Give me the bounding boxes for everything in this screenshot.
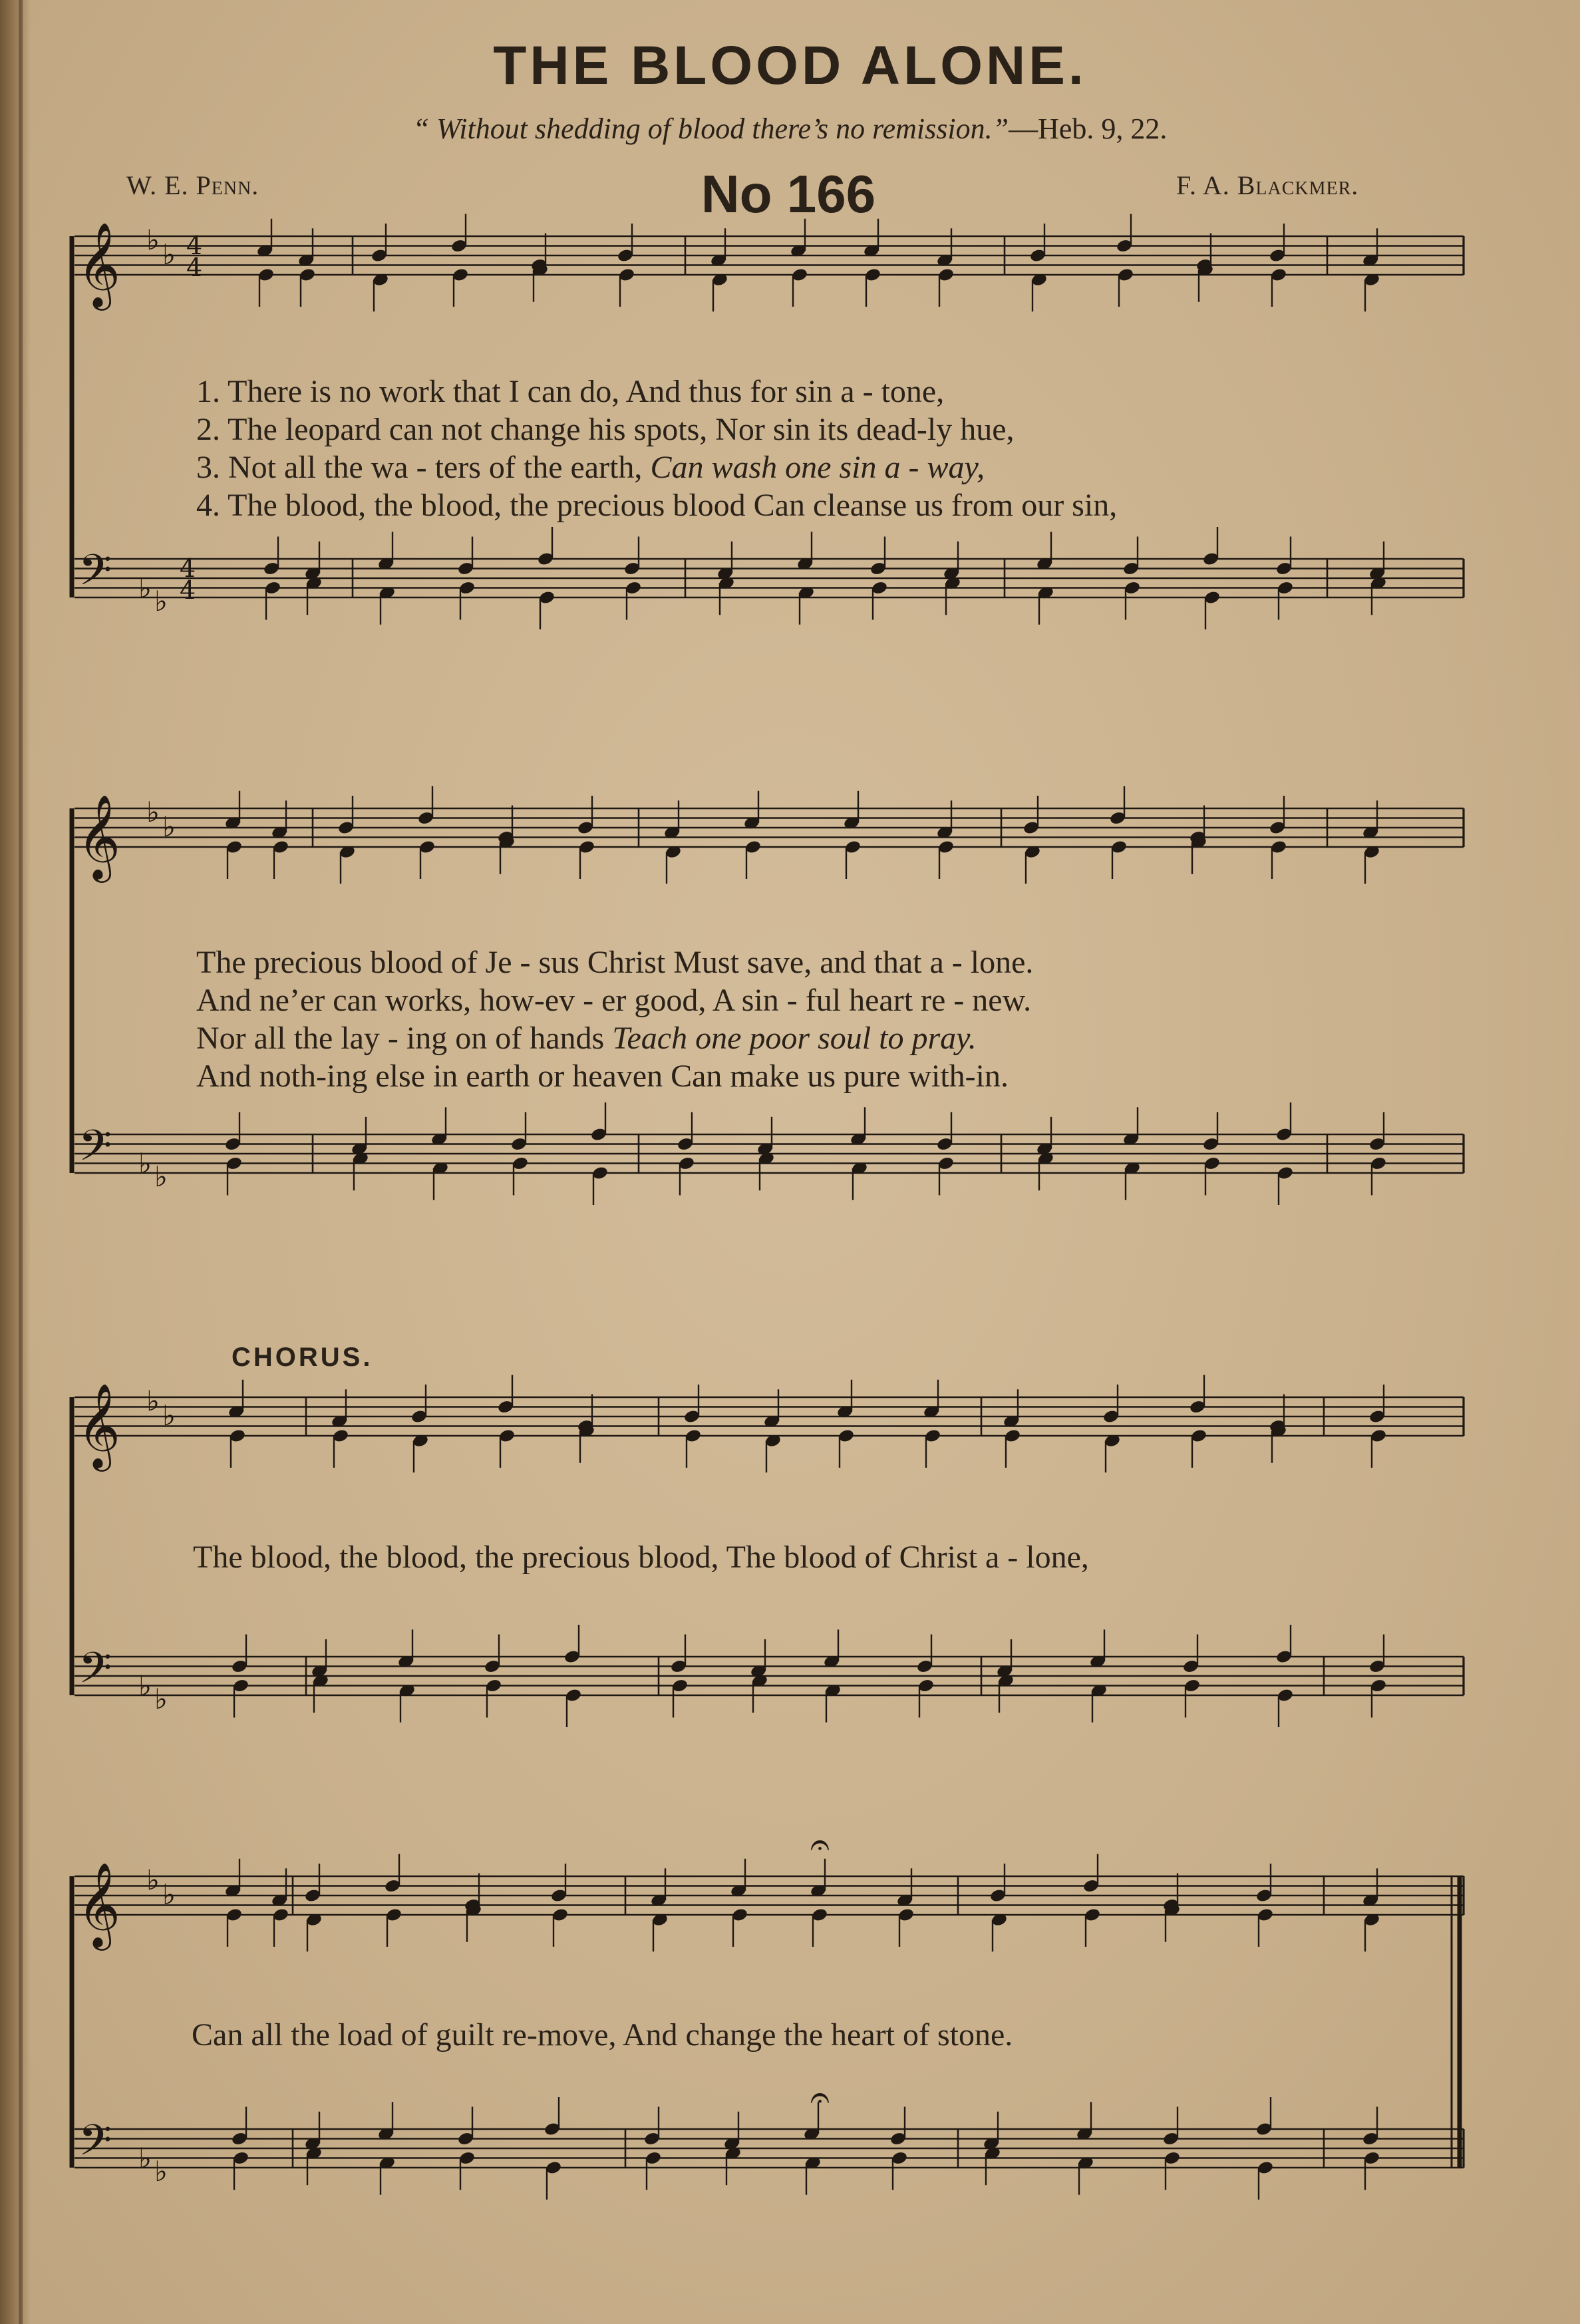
flat-icon: ♭	[138, 1147, 152, 1180]
time-signature-top: 4	[180, 554, 196, 583]
chorus-lyrics-line-2: Can all the load of guilt re-move, And change the heart of stone.	[192, 2017, 1013, 2053]
treble-clef-icon: 𝄞	[77, 1383, 121, 1468]
bass-clef-icon: 𝄢	[79, 1121, 112, 1182]
chorus-lyrics-line-1: The blood, the blood, the precious blood, The blood of Christ a - lone,	[193, 1540, 1089, 1575]
flat-icon: ♭	[154, 585, 168, 617]
flat-icon: ♭	[138, 572, 152, 604]
epigraph-quote: “ Without shedding of blood there’s no remission.”	[412, 112, 1009, 145]
flat-icon: ♭	[154, 2155, 168, 2188]
flat-icon: ♭	[162, 1399, 176, 1432]
verse-2-line-1: 2. The leopard can not change his spots, Nor sin its dead-ly hue,	[196, 412, 1015, 447]
fermata-icon: 𝄐	[810, 1825, 830, 1865]
verse-2-line-2: And ne’er can works, how-ev - er good, A sin - ful heart re - new.	[196, 983, 1032, 1018]
time-signature-bottom: 4	[180, 576, 196, 605]
verse-4-line-2: And noth-ing else in earth or heaven Can make us pure with-in.	[196, 1059, 1009, 1094]
flat-icon: ♭	[146, 1385, 160, 1417]
verse-3-line-1-text: 3. Not all the wa - ters of the earth,	[196, 450, 643, 485]
flat-icon: ♭	[146, 796, 160, 828]
flat-icon: ♭	[146, 224, 160, 256]
hymn-number: No 166	[701, 164, 876, 224]
fermata-icon: 𝄐	[810, 2078, 830, 2118]
verse-3-line-2-text: Nor all the lay - ing on of hands	[196, 1021, 605, 1056]
bass-clef-icon: 𝄢	[79, 2116, 112, 2176]
verse-4-line-1: 4. The blood, the blood, the precious blood Can cleanse us from our sin,	[196, 488, 1118, 523]
treble-clef-icon: 𝄞	[77, 222, 121, 307]
verse-3-line-1-italic: Can wash one sin a - way,	[650, 450, 985, 485]
bass-clef-icon: 𝄢	[79, 1643, 112, 1704]
flat-icon: ♭	[138, 2142, 152, 2174]
verse-1-line-2: The precious blood of Je - sus Christ Must save, and that a - lone.	[196, 945, 1034, 980]
treble-clef-icon: 𝄞	[77, 794, 121, 879]
composer-credit: F. A. Blackmer.	[1176, 170, 1359, 200]
verse-3-line-2-italic: Teach one poor soul to pray.	[612, 1021, 977, 1056]
score-notation	[72, 214, 1464, 2200]
bass-clef-icon: 𝄢	[79, 546, 112, 606]
flat-icon: ♭	[154, 1683, 168, 1715]
flat-icon: ♭	[162, 238, 176, 271]
author-credit: W. E. Penn.	[126, 170, 259, 200]
chorus-label: CHORUS.	[232, 1343, 373, 1372]
flat-icon: ♭	[162, 810, 176, 843]
verse-1-line-1: 1. There is no work that I can do, And thus for sin a - tone,	[196, 374, 945, 409]
hymn-title: THE BLOOD ALONE.	[493, 35, 1087, 96]
flat-icon: ♭	[138, 1669, 152, 1702]
flat-icon: ♭	[146, 1864, 160, 1896]
flat-icon: ♭	[162, 1878, 176, 1911]
time-signature-top: 4	[186, 231, 203, 260]
treble-clef-icon: 𝄞	[77, 1862, 121, 1947]
epigraph-reference: —Heb. 9, 22.	[1009, 112, 1168, 145]
flat-icon: ♭	[154, 1160, 168, 1193]
time-signature-bottom: 4	[186, 253, 203, 282]
